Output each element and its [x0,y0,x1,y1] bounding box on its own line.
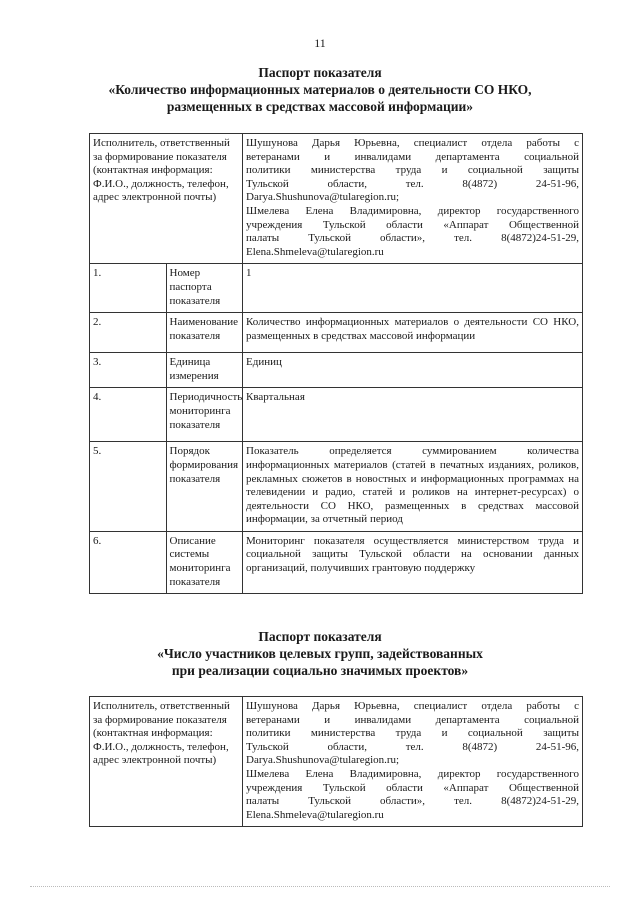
executor-line: ветеранами и инвалидами департамента социальной [246,713,579,726]
executor-line: Darya.Shushunova@tularegion.ru; [246,191,400,204]
executor-line: Тульской области, тел. 8(4872) 24-51-96, [246,740,579,753]
executor-line: Elena.Shmeleva@tularegion.ru [246,808,384,821]
executor-value [243,134,583,264]
table-row [90,353,583,388]
executor-line: политики министерства труда и социальной защиты [246,164,579,177]
row-name: Наименование показателя [166,313,243,353]
executor-label: Исполнитель, ответственный за формирование показателя (контактная информация: Ф.И.О., должность, телефон, адрес электронной почты) [90,697,243,827]
row-number: 6. [90,531,167,593]
executor-row [90,697,583,827]
row-number: 4. [90,388,167,442]
row-name: Номер паспорта показателя [166,264,243,313]
scan-edge-noise [30,886,610,893]
table-row [90,531,583,593]
row-name: Единица измерения [166,353,243,388]
row-value: Единиц [243,353,583,388]
executor-line: Шушунова Дарья Юрьевна, специалист отдела работы с [246,137,579,149]
row-value: Квартальная [243,388,583,442]
executor-line: Шмелева Елена Владимировна, директор государственного [246,204,579,217]
row-name: Описание системы мониторинга показателя [166,531,243,593]
passport-2-title: Паспорт показателя [258,629,382,644]
passport-2-heading [70,628,570,679]
passport-2-subtitle-line-1: «Число участников целевых групп, задействованных [157,646,483,661]
executor-line: палаты Тульской области», тел. 8(4872)24-51-29, [246,795,579,808]
executor-line: Darya.Shushunova@tularegion.ru; [246,754,400,767]
passport-1-subtitle-line-2: размещенных в средствах массовой информации» [166,99,474,114]
row-name: Порядок формирования показателя [166,442,243,532]
row-value: Количество информационных материалов о деятельности СО НКО, размещенных в средствах массовой информации [243,313,583,353]
passport-1-title: Паспорт показателя [258,65,382,80]
passport-1-heading [70,64,570,115]
executor-row [90,134,583,264]
executor-line: политики министерства труда и социальной защиты [246,727,579,740]
passport-2-subtitle-line-2: при реализации социально значимых проектов» [171,663,469,678]
executor-label: Исполнитель, ответственный за формирование показателя (контактная информация: Ф.И.О., должность, телефон, адрес электронной почты) [90,134,243,264]
page-number: 11 [314,36,326,50]
executor-line: Тульской области, тел. 8(4872) 24-51-96, [246,177,579,190]
row-name: Периодичность мониторинга показателя [166,388,243,442]
row-number: 1. [90,264,167,313]
executor-line: учреждения Тульской области «Аппарат Общественной [246,781,579,794]
executor-value [243,697,583,827]
passport-2-table [89,696,583,827]
executor-line: учреждения Тульской области «Аппарат Общественной [246,218,579,231]
table-row [90,442,583,532]
executor-line: Шушунова Дарья Юрьевна, специалист отдела работы с [246,700,579,712]
passport-1-table [89,133,583,594]
row-number: 3. [90,353,167,388]
row-number: 2. [90,313,167,353]
passport-1-subtitle-line-1: «Количество информационных материалов о деятельности СО НКО, [108,82,532,97]
row-value: Мониторинг показателя осуществляется министерством труда и социальной защиты Тульской области на основании данных организаций, получивших грантовую поддержку [243,531,583,593]
table-row [90,264,583,313]
executor-line: ветеранами и инвалидами департамента социальной [246,150,579,163]
table-row [90,388,583,442]
row-value: 1 [243,264,583,313]
table-row [90,313,583,353]
row-value: Показатель определяется суммированием количества информационных материалов (статей в печатных изданиях, роликов, рекламных сюжетов в новостных и информационных программах на телевидении и радио, статей и роликов на интернет-ресурсах) о деятельности СО НКО, размещенных в средствах массовой информации, за отчетный период [243,442,583,532]
executor-line: Шмелева Елена Владимировна, директор государственного [246,767,579,780]
executor-line: Elena.Shmeleva@tularegion.ru [246,245,384,258]
row-number: 5. [90,442,167,532]
executor-line: палаты Тульской области», тел. 8(4872)24-51-29, [246,232,579,245]
